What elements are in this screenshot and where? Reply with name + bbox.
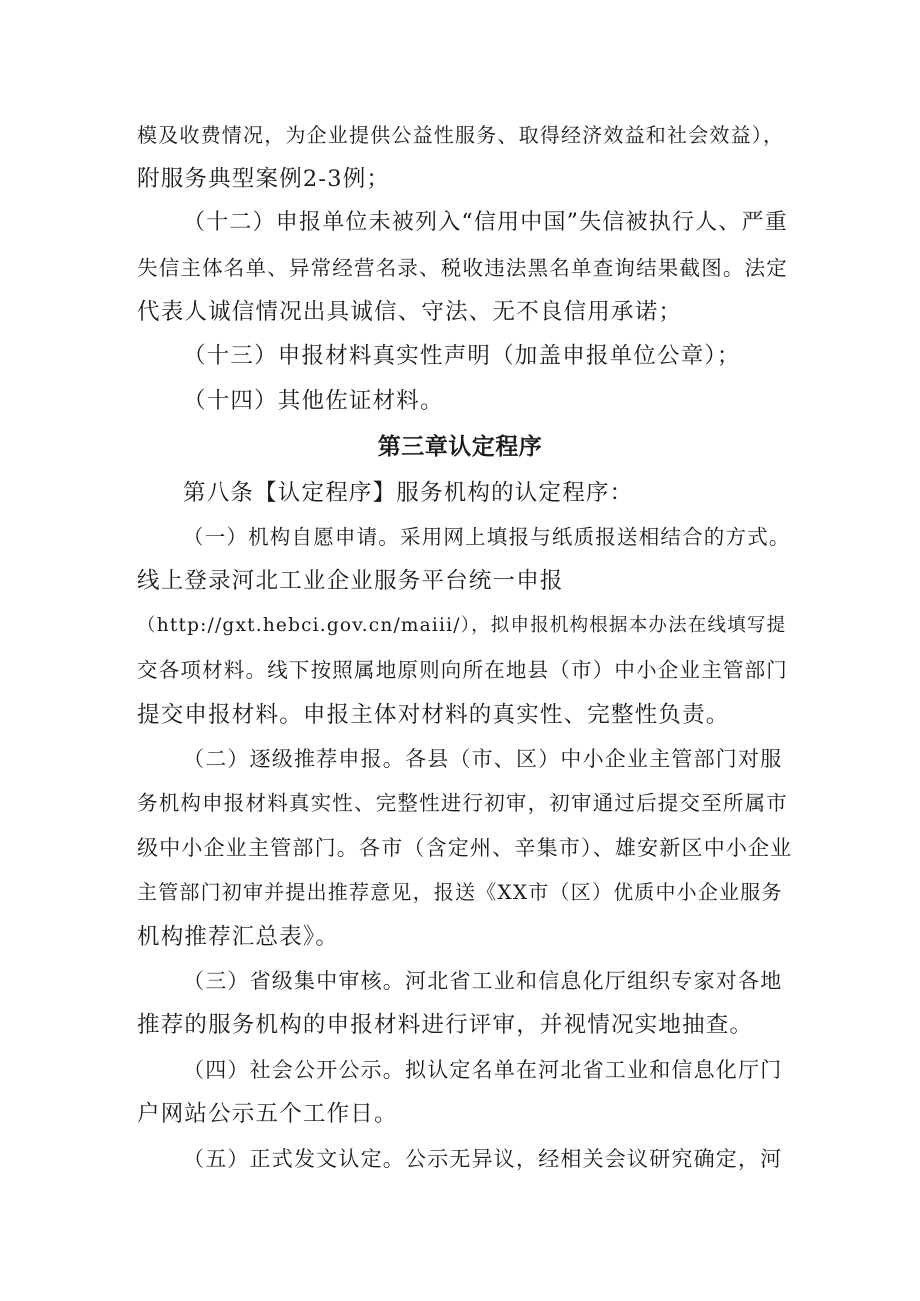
paragraph-line: （四）社会公开公示。拟认定名单在河北省工业和信息化厅门 (183, 1058, 783, 1082)
paragraph-line: 务机构申报材料真实性、完整性进行初审，初审通过后提交至所属市 (137, 791, 788, 815)
chapter-heading: 第三章认定程序 (377, 434, 543, 460)
paragraph-line: 推荐的服务机构的申报材料进行评审，并视情况实地抽查。 (137, 1012, 754, 1038)
paragraph-line: 代表人诚信情况出具诚信、守法、无不良信用承诺； (137, 299, 683, 325)
paragraph-line: 模及收费情况，为企业提供公益性服务、取得经济效益和社会效益）， (137, 123, 785, 147)
paragraph-line: （二）逐级推荐申报。各县（市、区）中小企业主管部门对服 (183, 747, 783, 771)
paragraph-line: 交各项材料。线下按照属地原则向所在地县（市）中小企业主管部门 (137, 658, 788, 682)
paragraph-line: 级中小企业主管部门。各市（含定州、辛集市）、雄安新区中小企业 (137, 836, 793, 860)
paragraph-line: （十三）申报材料真实性声明（加盖申报单位公章）； (183, 343, 741, 369)
paragraph-line: 机构推荐汇总表》。 (137, 924, 340, 950)
paragraph-line: （十四）其他佐证材料。 (183, 388, 444, 414)
paragraph-line: （十二）申报单位未被列入“信用中国”失信被执行人、严重 (183, 210, 788, 235)
paragraph-line: 主管部门初审并提出推荐意见，报送《XX市（区）优质中小企业服务 (137, 880, 783, 904)
paragraph-line: （一）机构自愿申请。采用网上填报与纸质报送相结合的方式。 (183, 525, 791, 549)
paragraph-line: 线上登录河北工业企业服务平台统一申报 (137, 568, 564, 594)
paragraph-line: 提交申报材料。申报主体对材料的真实性、完整性负责。 (137, 702, 730, 728)
paragraph-line: 失信主体名单、异常经营名录、税收违法黑名单查询结果截图。法定 (137, 256, 788, 280)
article-heading-line: 第八条【认定程序】服务机构的认定程序： (183, 480, 634, 506)
paragraph-line: 附服务典型案例2-3例； (137, 166, 391, 192)
paragraph-line: 户网站公示五个工作日。 (137, 1101, 398, 1127)
paragraph-line: （五）正式发文认定。公示无异议，经相关会议研究确定，河 (183, 1147, 783, 1171)
paragraph-line: （http://gxt.hebci.gov.cn/maiii/），拟申报机构根据本办法在线填写提 (137, 615, 787, 636)
paragraph-line: （三）省级集中审核。河北省工业和信息化厅组织专家对各地 (183, 969, 783, 993)
